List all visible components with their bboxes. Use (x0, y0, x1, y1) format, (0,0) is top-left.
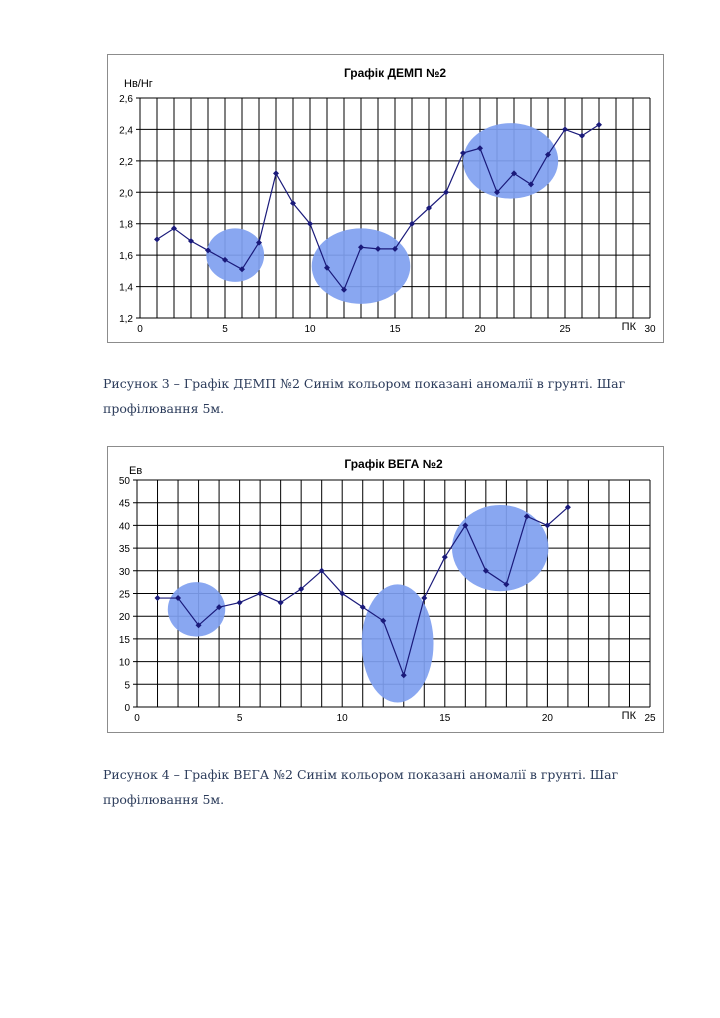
chart-vega-canvas (108, 447, 665, 734)
chart2-ytick-label: 25 (118, 589, 130, 601)
chart1-data-point (273, 170, 279, 176)
chart2-ytick-label: 10 (118, 657, 130, 669)
chart2-ytick-label: 40 (118, 521, 130, 533)
chart1-xtick-label: 25 (559, 324, 571, 335)
chart1-xtick-label: 0 (137, 324, 143, 335)
chart2-ytick-label: 50 (118, 476, 130, 487)
chart2-anomaly-ellipse (452, 505, 548, 591)
chart2-xtick-label: 0 (134, 713, 140, 724)
chart2-data-point (155, 595, 161, 601)
chart2-ytick-label: 15 (118, 634, 130, 646)
caption-3-line-2: профілювання 5м. (103, 401, 225, 416)
chart-demp-canvas (108, 55, 665, 344)
chart1-xtick-label: 20 (474, 324, 486, 335)
chart1-xlabel: ПК (621, 321, 636, 333)
chart1-xtick-label: 30 (644, 324, 656, 335)
chart2-data-point (442, 554, 448, 560)
chart-demp (107, 54, 664, 343)
chart2-ytick-label: 20 (118, 612, 130, 624)
chart2-data-point (257, 591, 263, 597)
chart2-data-point (421, 595, 427, 601)
chart2-xtick-label: 20 (541, 713, 553, 724)
chart1-title: Графік ДЕМП №2 (343, 66, 447, 80)
chart2-xtick-label: 15 (439, 713, 451, 724)
chart2-ytick-label: 45 (118, 498, 130, 510)
chart1-ytick-label: 1,4 (119, 282, 133, 294)
chart2-ytick-label: 35 (118, 544, 130, 556)
chart1-ytick-label: 2,4 (119, 125, 133, 137)
chart2-xlabel: ПК (621, 710, 636, 722)
chart2-ytick-label: 0 (124, 703, 130, 714)
caption-3-line-1: Рисунок 3 – Графік ДЕМП №2 Синім кольором показані аномалії в грунті. Шаг (103, 376, 626, 391)
chart2-ytick-label: 30 (118, 566, 130, 578)
chart1-ytick-label: 1,6 (119, 251, 133, 263)
chart1-data-point (579, 133, 585, 139)
caption-4-line-2: профілювання 5м. (103, 792, 225, 807)
chart1-xtick-label: 15 (389, 324, 401, 335)
chart1-ytick-label: 2,2 (119, 156, 133, 168)
chart2-xtick-label: 10 (336, 713, 348, 724)
chart2-ylabel: Ев (129, 465, 143, 477)
chart-vega (107, 446, 664, 733)
chart1-ytick-label: 1,8 (119, 219, 133, 231)
chart1-xtick-label: 10 (304, 324, 316, 335)
chart1-data-point (596, 122, 602, 128)
chart1-data-point (154, 236, 160, 242)
chart1-ytick-label: 2,6 (119, 94, 133, 105)
chart2-title: Графік ВЕГА №2 (344, 457, 443, 471)
figure-caption-3 (103, 371, 673, 421)
chart1-xtick-label: 5 (222, 324, 228, 335)
chart1-ytick-label: 2,0 (119, 188, 133, 200)
chart1-anomaly-ellipse (206, 228, 264, 281)
chart2-data-point (237, 600, 243, 606)
chart1-ylabel: Нв/Нг (124, 78, 153, 90)
caption-4-line-1: Рисунок 4 – Графік ВЕГА №2 Синім кольором показані аномалії в грунті. Шаг (103, 767, 619, 782)
chart2-xtick-label: 25 (644, 713, 656, 724)
chart2-ytick-label: 5 (124, 680, 130, 692)
chart2-xtick-label: 5 (236, 713, 243, 724)
chart1-ytick-label: 1,2 (119, 314, 133, 325)
figure-caption-4 (103, 762, 673, 812)
